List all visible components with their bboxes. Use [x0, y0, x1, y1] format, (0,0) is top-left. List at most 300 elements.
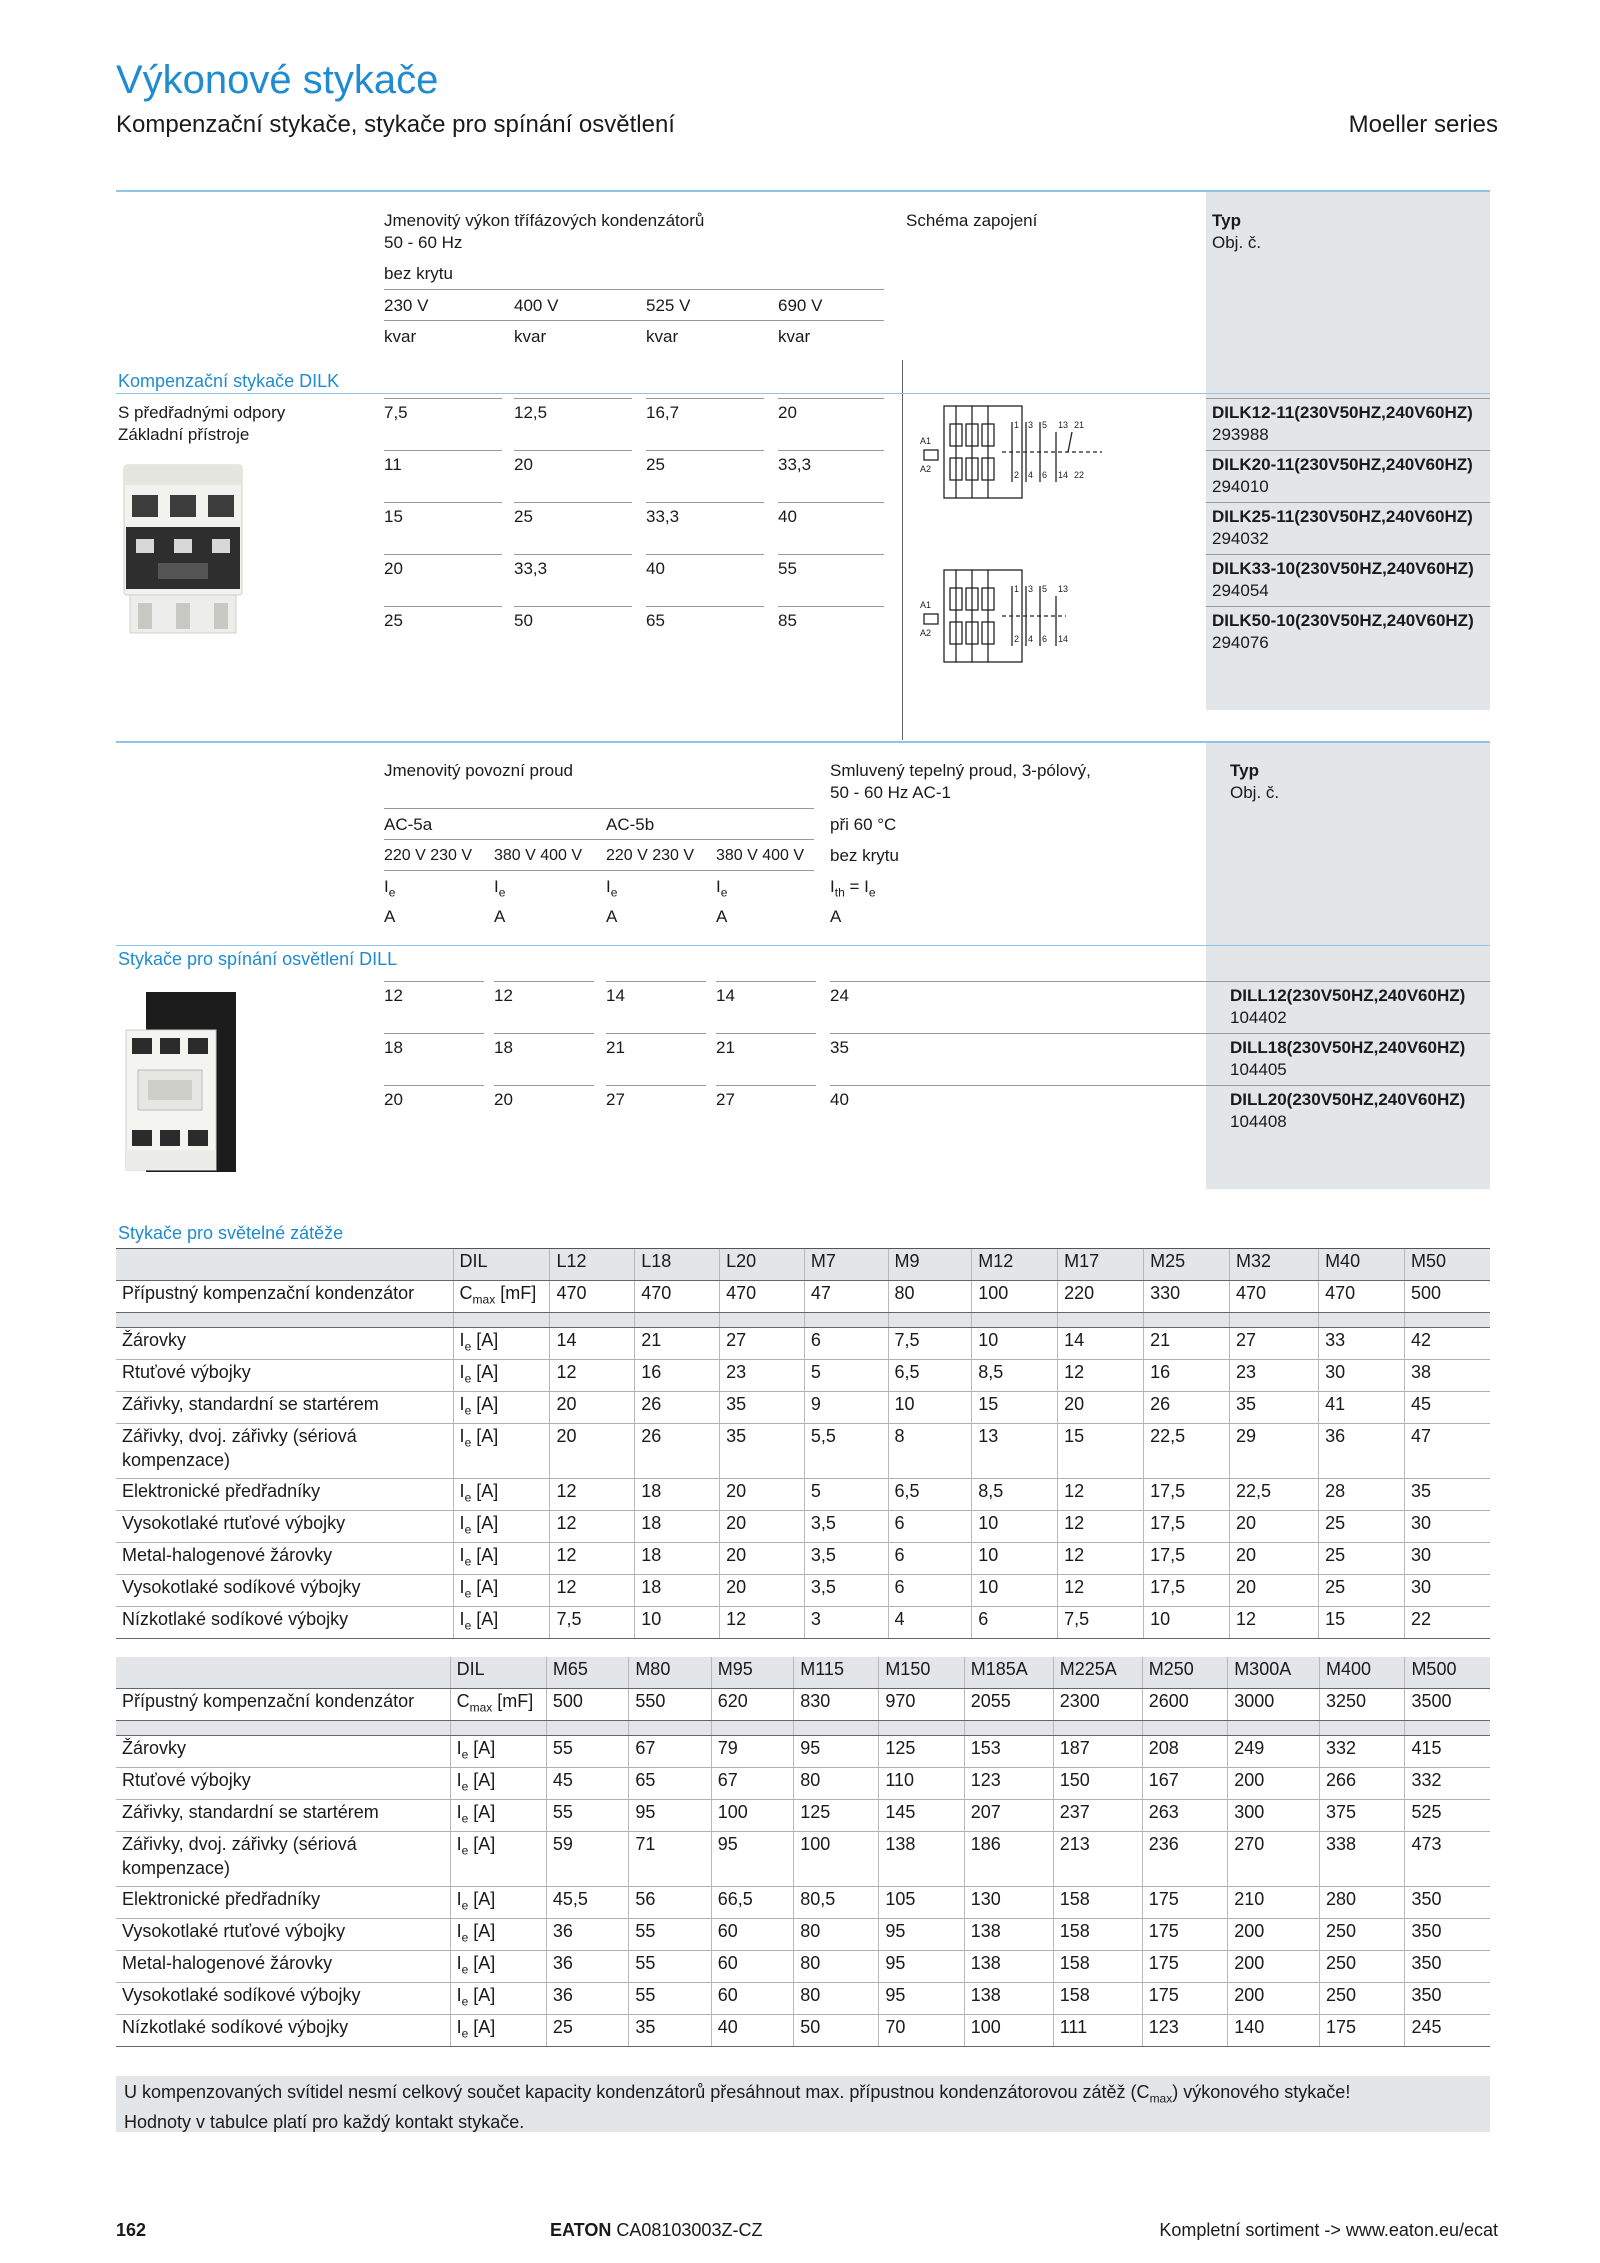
spacer-cell: [1142, 1721, 1227, 1736]
note-text: U kompenzovaných svítidel nesmí celkový součet kapacity kondenzátorů přesáhnout max. přípustnou kondenzátorovou zátěž (C: [124, 2082, 1150, 2102]
cmax-sub: max: [472, 1292, 496, 1307]
header-cell: M150: [879, 1657, 964, 1689]
dill-type-code: DILL12(230V50HZ,240V60HZ): [1230, 986, 1466, 1005]
ie-unit-cell: [450, 1800, 546, 1832]
current-value: 8,5: [972, 1360, 1058, 1392]
light-load-table-2: [116, 1657, 1490, 2047]
ie-sub: e: [461, 1962, 469, 1977]
current-value: 12: [1058, 1575, 1144, 1607]
cap-value: 620: [711, 1689, 793, 1721]
current-value: 175: [1142, 1919, 1227, 1951]
current-value: 123: [964, 1768, 1053, 1800]
table-row: [116, 1511, 1490, 1543]
ie-unit-cell: [450, 1983, 546, 2015]
dill-thermal-freq: 50 - 60 Hz AC-1: [830, 783, 951, 802]
current-value: 158: [1053, 1919, 1142, 1951]
current-value: 175: [1142, 1951, 1227, 1983]
ie-unit: [A]: [471, 1545, 499, 1565]
dill-value: 24: [830, 986, 849, 1005]
row-label: [116, 1607, 453, 1639]
current-value: 25: [546, 2015, 628, 2047]
ie-base: I: [456, 1834, 462, 1854]
ie-base: I: [456, 2017, 462, 2037]
note-text: ) výkonového stykače!: [1172, 2082, 1351, 2102]
row-label-text: Metal-halogenové žárovky: [122, 1953, 333, 1973]
ie-sub: e: [610, 885, 618, 900]
current-value: 263: [1142, 1800, 1227, 1832]
header-cell: M50: [1405, 1249, 1491, 1281]
dilk-product-image: [118, 455, 248, 640]
spacer-cell: [1320, 1721, 1405, 1736]
current-value: 237: [1053, 1800, 1142, 1832]
current-value: 17,5: [1144, 1575, 1230, 1607]
current-value: 45,5: [546, 1887, 628, 1919]
cap-value: 470: [1230, 1281, 1319, 1313]
cap-value: 550: [629, 1689, 711, 1721]
dilk-kvar-value: 20: [384, 559, 403, 578]
dill-value: 35: [830, 1038, 849, 1057]
current-value: 35: [629, 2015, 711, 2047]
header-cell: M300A: [1228, 1657, 1320, 1689]
current-value: 18: [635, 1575, 720, 1607]
cap-value: 100: [972, 1281, 1058, 1313]
spacer-row: [116, 1313, 1490, 1328]
row-rule: [1206, 450, 1490, 451]
current-value: 525: [1405, 1800, 1490, 1832]
current-value: 26: [635, 1424, 720, 1479]
header-cell: M250: [1142, 1657, 1227, 1689]
dill-value: 12: [384, 986, 403, 1005]
spacer-cell: [1405, 1721, 1490, 1736]
spacer-cell: [629, 1721, 711, 1736]
row-rule: [830, 981, 1206, 982]
current-value: 35: [1405, 1479, 1491, 1511]
current-value: 20: [1230, 1511, 1319, 1543]
current-value: 10: [972, 1575, 1058, 1607]
current-value: 45: [1405, 1392, 1491, 1424]
row-label-text: Zářivky, standardní se startérem: [122, 1394, 379, 1414]
row-rule: [384, 554, 502, 555]
current-value: 60: [711, 1983, 793, 2015]
section-title-dill: Stykače pro spínání osvětlení DILL: [118, 949, 398, 969]
cmax-unit-cell: [453, 1281, 550, 1313]
current-value: 35: [720, 1424, 805, 1479]
dilk-desc: S předřadnými odpory: [118, 403, 286, 422]
ie-unit-cell: [453, 1479, 550, 1511]
current-value: 22,5: [1144, 1424, 1230, 1479]
current-value: 12: [720, 1607, 805, 1639]
current-value: 249: [1228, 1736, 1320, 1768]
current-value: 18: [635, 1511, 720, 1543]
cap-value: 80: [888, 1281, 972, 1313]
ie-base: I: [456, 1985, 462, 2005]
current-value: 5: [804, 1360, 888, 1392]
ie-base: I: [716, 877, 721, 896]
obj-heading: Obj. č.: [1212, 233, 1262, 252]
ie-sub: e: [461, 1930, 469, 1945]
table-row: [116, 1887, 1490, 1919]
current-value: 12: [1230, 1607, 1319, 1639]
current-value: 10: [972, 1511, 1058, 1543]
dilk-kvar-value: 20: [778, 403, 797, 422]
table-row: [116, 1768, 1490, 1800]
terminal-label: 22: [1074, 470, 1085, 480]
current-value: 266: [1320, 1768, 1405, 1800]
current-value: 7,5: [550, 1607, 635, 1639]
row-label-text: kompenzace): [122, 1450, 231, 1470]
dill-volt: 380 V 400 V: [716, 847, 805, 864]
header-cell: L12: [550, 1249, 635, 1281]
ie-unit-cell: [450, 1951, 546, 1983]
current-value: 200: [1228, 1768, 1320, 1800]
dilk-order-number: 294032: [1212, 529, 1269, 548]
ie-unit-cell: [450, 1768, 546, 1800]
header-cell: M17: [1058, 1249, 1144, 1281]
current-value: 95: [794, 1736, 879, 1768]
current-value: 12: [550, 1575, 635, 1607]
current-value: 338: [1320, 1832, 1405, 1887]
spacer-cell: [1319, 1313, 1405, 1328]
row-label: [116, 1543, 453, 1575]
table-row: [116, 1360, 1490, 1392]
current-value: 200: [1228, 1919, 1320, 1951]
ie-unit: [A]: [471, 1513, 499, 1533]
row-rule: [494, 1085, 594, 1086]
row-rule: [514, 398, 632, 399]
header-cell: M7: [804, 1249, 888, 1281]
current-value: 59: [546, 1832, 628, 1887]
row-label: [116, 1575, 453, 1607]
row-label-text: Zářivky, standardní se startérem: [122, 1802, 379, 1822]
dilk-order-number: 294076: [1212, 633, 1269, 652]
dilk-kvar-value: 40: [778, 507, 797, 526]
row-rule: [514, 450, 632, 451]
current-value: 20: [1058, 1392, 1144, 1424]
cap-value: 330: [1144, 1281, 1230, 1313]
ie-unit: [A]: [468, 1834, 496, 1854]
dilk-kvar-value: 33,3: [646, 507, 680, 526]
typ-heading: Typ: [1230, 761, 1259, 780]
row-rule: [514, 554, 632, 555]
cmax-base: C: [456, 1691, 470, 1711]
table-row: [116, 1575, 1490, 1607]
terminal-label: 21: [1074, 420, 1085, 430]
cap-value: 3500: [1405, 1689, 1490, 1721]
row-label-text: Vysokotlaké rtuťové výbojky: [122, 1513, 346, 1533]
current-value: 36: [546, 1983, 628, 2015]
ie-unit-cell: [453, 1511, 550, 1543]
current-value: 80: [794, 1919, 879, 1951]
terminal-label: 5: [1042, 420, 1048, 430]
row-rule: [606, 981, 706, 982]
row-label-text: Zářivky, dvoj. zářivky (sériová: [122, 1426, 357, 1446]
current-value: 67: [629, 1736, 711, 1768]
cap-value: 470: [1319, 1281, 1405, 1313]
row-rule: [646, 450, 764, 451]
ie-symbol: [494, 876, 505, 903]
current-value: 6,5: [888, 1479, 972, 1511]
cmax-base: C: [459, 1283, 473, 1303]
schema-heading: Schéma zapojení: [906, 211, 1038, 230]
current-value: 12: [550, 1543, 635, 1575]
spacer-cell: [711, 1721, 793, 1736]
current-value: 20: [550, 1424, 635, 1479]
footer-catalog-link[interactable]: Kompletní sortiment -> www.eaton.eu/ecat: [1159, 2220, 1498, 2240]
cap-value: 3250: [1320, 1689, 1405, 1721]
dilk-kvar-value: 7,5: [384, 403, 408, 422]
header-cell: L20: [720, 1249, 805, 1281]
terminal-label: 6: [1042, 470, 1048, 480]
row-label: [116, 2015, 450, 2047]
row-rule: [384, 1085, 484, 1086]
row-rule: [830, 1085, 1206, 1086]
row-label-text: kompenzace): [122, 1858, 231, 1878]
current-value: 20: [720, 1543, 805, 1575]
terminal-label: 2: [1014, 634, 1020, 644]
current-value: 27: [1230, 1328, 1319, 1360]
ie-sub: e: [464, 1339, 472, 1354]
dilk-kvar-value: 33,3: [778, 455, 812, 474]
current-value: 15: [1319, 1607, 1405, 1639]
row-rule: [778, 398, 884, 399]
dill-value: 20: [384, 1090, 403, 1109]
ie-base: I: [456, 1738, 462, 1758]
row-label-text: Rtuťové výbojky: [122, 1770, 251, 1790]
current-value: 13: [972, 1424, 1058, 1479]
current-value: 375: [1320, 1800, 1405, 1832]
ith-base: I: [830, 877, 835, 896]
ie-unit: [A]: [468, 1889, 496, 1909]
ie-unit-cell: [453, 1575, 550, 1607]
current-value: 210: [1228, 1887, 1320, 1919]
current-value: 35: [1230, 1392, 1319, 1424]
dilk-volt-400: 400 V: [514, 296, 559, 315]
terminal-label: 2: [1014, 470, 1020, 480]
table-row: [116, 1832, 1490, 1887]
dill-volt: 220 V 230 V: [384, 847, 473, 864]
dilk-unit: kvar: [514, 327, 547, 346]
table-header-row: [116, 1249, 1490, 1281]
spacer-cell: [116, 1721, 450, 1736]
current-value: 138: [964, 1951, 1053, 1983]
current-value: 25: [1319, 1575, 1405, 1607]
header-cell: M115: [794, 1657, 879, 1689]
row-label-text: Vysokotlaké rtuťové výbojky: [122, 1921, 346, 1941]
dill-value: 12: [494, 986, 513, 1005]
current-value: 95: [879, 1983, 964, 2015]
ie-symbol: [716, 876, 727, 903]
cap-value: 500: [1405, 1281, 1491, 1313]
current-value: 17,5: [1144, 1543, 1230, 1575]
row-rule: [778, 554, 884, 555]
current-value: 105: [879, 1887, 964, 1919]
current-value: 16: [1144, 1360, 1230, 1392]
current-value: 17,5: [1144, 1511, 1230, 1543]
current-value: 95: [629, 1800, 711, 1832]
ie-unit-cell: [450, 1832, 546, 1887]
current-value: 100: [711, 1800, 793, 1832]
current-value: 71: [629, 1832, 711, 1887]
row-label-text: Metal-halogenové žárovky: [122, 1545, 333, 1565]
dilk-kvar-value: 16,7: [646, 403, 680, 422]
row-rule: [1206, 398, 1490, 399]
dill-volt: 220 V 230 V: [606, 847, 695, 864]
current-value: 42: [1405, 1328, 1491, 1360]
ie-unit: [A]: [471, 1481, 499, 1501]
current-value: 6: [888, 1511, 972, 1543]
row-label: [116, 1479, 453, 1511]
dill-type-code: DILL20(230V50HZ,240V60HZ): [1230, 1090, 1466, 1109]
ie-unit-cell: [450, 1919, 546, 1951]
current-value: 22: [1405, 1607, 1491, 1639]
note-box: [116, 2076, 1490, 2132]
row-label-text: Žárovky: [122, 1738, 187, 1758]
dilk-type-code: DILK50-10(230V50HZ,240V60HZ): [1212, 611, 1474, 630]
header-cell: M32: [1230, 1249, 1319, 1281]
ie-unit: [A]: [471, 1426, 499, 1446]
current-value: 6: [888, 1575, 972, 1607]
current-value: 138: [879, 1832, 964, 1887]
current-value: 30: [1405, 1543, 1491, 1575]
unit-a: A: [716, 907, 728, 926]
table-header-row: [116, 1657, 1490, 1689]
spacer-cell: [888, 1313, 972, 1328]
current-value: 145: [879, 1800, 964, 1832]
dill-value: 27: [716, 1090, 735, 1109]
dill-value: 21: [606, 1038, 625, 1057]
spacer-cell: [1405, 1313, 1491, 1328]
capacitor-row: [116, 1281, 1490, 1313]
current-value: 350: [1405, 1919, 1490, 1951]
spacer-cell: [1053, 1721, 1142, 1736]
row-rule: [778, 606, 884, 607]
dill-value: 18: [494, 1038, 513, 1057]
ie-base: I: [459, 1513, 465, 1533]
cap-value: 2600: [1142, 1689, 1227, 1721]
ie-unit: [A]: [468, 1921, 496, 1941]
current-value: 27: [720, 1328, 805, 1360]
current-value: 350: [1405, 1951, 1490, 1983]
ie-base: I: [384, 877, 389, 896]
current-value: 18: [635, 1543, 720, 1575]
ie-sub: e: [464, 1371, 472, 1386]
cap-value: 970: [879, 1689, 964, 1721]
ie-sub: e: [868, 885, 876, 900]
current-value: 36: [546, 1951, 628, 1983]
current-value: 16: [635, 1360, 720, 1392]
row-rule: [646, 398, 764, 399]
row-rule: [384, 502, 502, 503]
current-value: 14: [1058, 1328, 1144, 1360]
current-value: 28: [1319, 1479, 1405, 1511]
spacer-cell: [635, 1313, 720, 1328]
row-rule: [646, 554, 764, 555]
dill-type-code: DILL18(230V50HZ,240V60HZ): [1230, 1038, 1466, 1057]
row-label-text: Rtuťové výbojky: [122, 1362, 251, 1382]
spacer-cell: [453, 1313, 550, 1328]
current-value: 208: [1142, 1736, 1227, 1768]
section-title-dilk: Kompenzační stykače DILK: [118, 371, 340, 391]
current-value: 200: [1228, 1983, 1320, 2015]
row-rule: [646, 502, 764, 503]
spacer-cell: [964, 1721, 1053, 1736]
spacer-cell: [804, 1313, 888, 1328]
current-value: 4: [888, 1607, 972, 1639]
row-label: Přípustný kompenzační kondenzátor: [116, 1281, 453, 1313]
table-row: [116, 2015, 1490, 2047]
ie-unit-cell: [453, 1360, 550, 1392]
ie-unit: [A]: [471, 1394, 499, 1414]
current-value: 6: [888, 1543, 972, 1575]
terminal-label: 6: [1042, 634, 1048, 644]
current-value: 158: [1053, 1951, 1142, 1983]
dill-pri60: při 60 °C: [830, 815, 897, 834]
ie-sub: e: [388, 885, 396, 900]
ie-base: I: [459, 1362, 465, 1382]
current-value: 200: [1228, 1951, 1320, 1983]
current-value: 186: [964, 1832, 1053, 1887]
current-value: 22,5: [1230, 1479, 1319, 1511]
dill-volt: 380 V 400 V: [494, 847, 583, 864]
current-value: 332: [1320, 1736, 1405, 1768]
dilk-order-number: 294054: [1212, 581, 1269, 600]
cmax-unit: [mF]: [495, 1283, 537, 1303]
current-value: 29: [1230, 1424, 1319, 1479]
ie-unit-cell: [453, 1328, 550, 1360]
current-value: 50: [794, 2015, 879, 2047]
row-label: [116, 1768, 450, 1800]
current-value: 38: [1405, 1360, 1491, 1392]
cap-value: 500: [546, 1689, 628, 1721]
coil-a2-label: A2: [920, 628, 932, 638]
current-value: 213: [1053, 1832, 1142, 1887]
terminal-label: 4: [1028, 634, 1034, 644]
header-blank: [116, 1657, 450, 1689]
ie-unit: [A]: [468, 1802, 496, 1822]
ie-base: I: [459, 1609, 465, 1629]
row-rule: [514, 606, 632, 607]
dilk-type-code: DILK20-11(230V50HZ,240V60HZ): [1212, 455, 1473, 474]
ie-unit: [A]: [471, 1362, 499, 1382]
current-value: 80: [794, 1768, 879, 1800]
ie-sub: e: [461, 1898, 469, 1913]
row-label: [116, 1983, 450, 2015]
ie-sub: e: [461, 1747, 469, 1762]
current-value: 47: [1405, 1424, 1491, 1479]
current-value: 17,5: [1144, 1479, 1230, 1511]
current-value: 175: [1142, 1887, 1227, 1919]
table-row: [116, 1424, 1490, 1479]
current-value: 21: [635, 1328, 720, 1360]
capacitor-row: [116, 1689, 1490, 1721]
cap-value: 220: [1058, 1281, 1144, 1313]
row-rule: [384, 398, 502, 399]
ie-sub: e: [498, 885, 506, 900]
ie-base: I: [606, 877, 611, 896]
current-value: 55: [629, 1951, 711, 1983]
footer-brand: EATON: [550, 2220, 612, 2240]
current-value: 26: [635, 1392, 720, 1424]
dilk-kvar-value: 25: [646, 455, 665, 474]
dilk-kvar-value: 25: [514, 507, 533, 526]
cap-value: 47: [804, 1281, 888, 1313]
ie-base: I: [459, 1481, 465, 1501]
ie-base: I: [459, 1394, 465, 1414]
current-value: 40: [711, 2015, 793, 2047]
current-value: 207: [964, 1800, 1053, 1832]
row-label: [116, 1800, 450, 1832]
dilk-volt-230: 230 V: [384, 296, 429, 315]
